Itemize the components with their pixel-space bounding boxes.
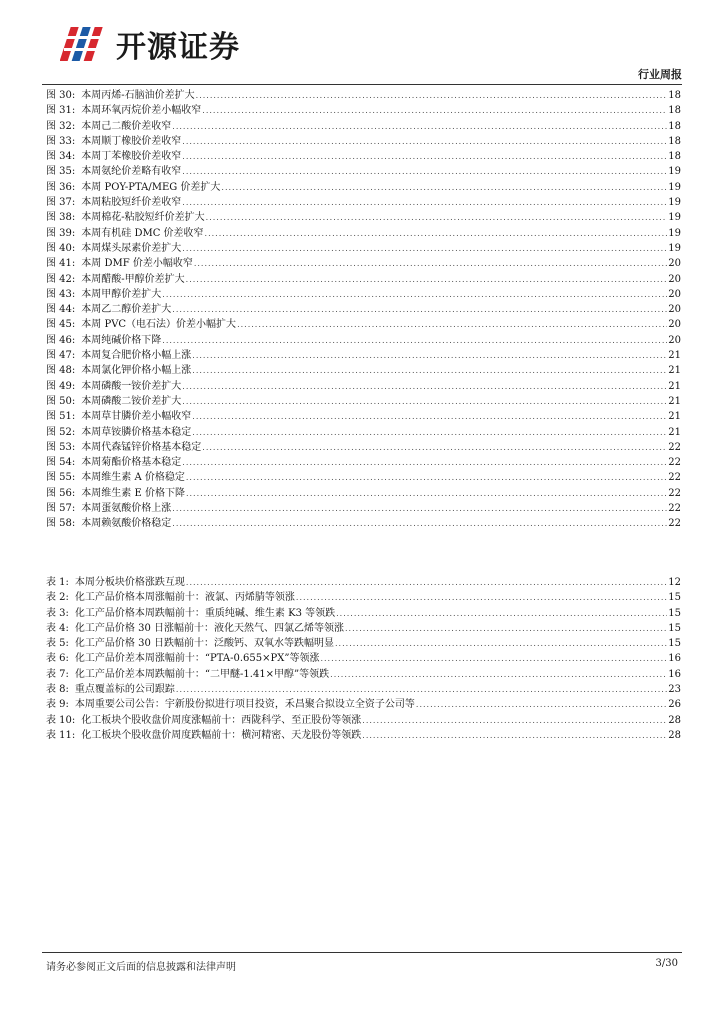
entry-label: 图 48: [46,365,76,377]
entry-label: 图 58: [46,518,76,530]
figure-index-entry[interactable] [46,333,681,348]
table-index-entry[interactable] [46,621,681,636]
dot-leader [330,667,667,682]
entry-title: 重点覆盖标的公司跟踪 [74,684,175,696]
figure-index-entry[interactable] [46,409,681,424]
dot-leader [362,728,667,743]
entry-label: 表 1: [46,577,69,588]
entry-title: 本周磷酸二铵价差扩大 [81,395,182,407]
disclaimer-text: 请务必参阅正文后面的信息披露和法律声明 [46,962,236,973]
figure-index-entry[interactable] [46,287,681,302]
entry-label: 图 53: [46,441,76,453]
entry-title: 本周分板块价格涨跌互现 [74,577,185,588]
figure-index-entry[interactable] [46,440,681,455]
entry-page: 19 [668,197,681,209]
figure-index-entry[interactable] [46,180,681,195]
figure-index-entry[interactable] [46,195,681,210]
entry-page: 22 [668,487,681,499]
entry-label: 图 37: [46,197,76,209]
entry-label: 图 30: [46,90,76,101]
figure-index-entry[interactable] [46,241,681,256]
dot-leader [202,440,667,455]
report-type-label: 行业周报 [638,68,682,81]
entry-page: 20 [668,258,681,270]
entry-title: 本周环氧丙烷价差小幅收窄 [81,105,202,117]
entry-label: 表 2: [46,592,69,604]
entry-title: 本周维生素 A 价格稳定 [81,472,185,484]
dot-leader [221,180,667,195]
entry-label: 图 57: [46,503,76,515]
table-index-entry[interactable] [46,682,681,697]
entry-title: 本周磷酸一铵价差扩大 [81,380,182,392]
figure-index-entry[interactable] [46,379,681,394]
entry-label: 图 52: [46,426,76,438]
entry-label: 图 55: [46,472,76,484]
entry-label: 图 44: [46,304,76,316]
figure-index-entry[interactable] [46,425,681,440]
table-index-entry[interactable] [46,590,681,605]
dot-leader [320,651,667,666]
entry-label: 表 10: [46,714,76,726]
entry-title: 本周氨纶价差略有收窄 [81,166,182,178]
entry-page: 19 [668,166,681,178]
figure-index-entry[interactable] [46,516,681,531]
dot-leader [186,470,667,485]
entry-label: 图 31: [46,105,76,117]
figure-index-entry[interactable] [46,103,681,118]
entry-title: 本周菊酯价格基本稳定 [81,457,182,469]
dot-leader [336,606,667,621]
entry-title: 本周己二酸价差收窄 [81,120,172,132]
entry-label: 图 32: [46,120,76,132]
entry-title: 本周煤头尿素价差扩大 [81,242,182,254]
dot-leader [182,379,667,394]
entry-label: 表 9: [46,699,69,711]
dot-leader [182,134,667,149]
dot-leader [192,363,667,378]
entry-page: 23 [668,684,681,696]
entry-page: 19 [668,242,681,254]
entry-label: 图 41: [46,258,76,270]
dot-leader [172,501,667,516]
entry-label: 图 33: [46,135,76,147]
entry-title: 化工产品价格本周跌幅前十：重质纯碱、维生素 K3 等领跌 [74,607,336,619]
dot-leader [202,103,667,118]
dot-leader [182,455,667,470]
entry-title: 本周草甘膦价差小幅收窄 [81,411,192,423]
entry-page: 18 [668,105,681,117]
figure-index-entry[interactable] [46,348,681,363]
entry-label: 表 4: [46,622,69,634]
entry-page: 21 [668,426,681,438]
figure-index-entry[interactable] [46,470,681,485]
brand-logo [60,22,280,66]
dot-leader [176,682,667,697]
figure-index-entry[interactable] [46,272,681,287]
dot-leader [296,590,667,605]
entry-label: 表 6: [46,653,69,665]
entry-title: 化工板块个股收盘价周度跌幅前十：横河精密、天龙股份等领跌 [81,729,362,741]
figure-index-entry[interactable] [46,363,681,378]
entry-title: 本周丁苯橡胶价差收窄 [81,151,182,163]
entry-page: 20 [668,304,681,316]
entry-title: 化工产品价差本周跌幅前十：“二甲醚-1.41×甲醇”等领跌 [74,668,330,680]
entry-label: 图 42: [46,273,76,285]
entry-page: 20 [668,334,681,346]
entry-label: 图 39: [46,227,76,239]
entry-page: 28 [668,714,681,726]
entry-title: 本周乙二醇价差扩大 [81,304,172,316]
entry-label: 图 51: [46,411,76,423]
table-index-entry[interactable] [46,697,681,712]
dot-leader [192,425,667,440]
entry-label: 图 47: [46,350,76,362]
entry-label: 表 8: [46,684,69,696]
entry-title: 本周丙烯-石脑油价差扩大 [81,90,195,101]
entry-label: 图 36: [46,181,76,193]
figure-index-entry[interactable] [46,119,681,134]
entry-title: 本周顺丁橡胶价差收窄 [81,135,182,147]
entry-label: 图 38: [46,212,76,224]
entry-title: 化工板块个股收盘价周度涨幅前十：西陇科学、至正股份等领涨 [81,714,362,726]
dot-leader [192,409,667,424]
dot-leader [192,348,667,363]
entry-title: 本周 POY-PTA/MEG 价差扩大 [81,181,221,193]
entry-page: 20 [668,273,681,285]
figure-index-entry[interactable] [46,210,681,225]
entry-title: 本周醋酸-甲醇价差扩大 [81,273,185,285]
dot-leader [182,195,667,210]
entry-page: 12 [668,577,681,588]
table-index-entry[interactable] [46,713,681,728]
dot-leader [194,256,667,271]
dot-leader [205,226,668,241]
page-number: 3/30 [655,958,678,969]
entry-title: 本周维生素 E 价格下降 [81,487,185,499]
entry-title: 化工产品价差本周涨幅前十：“PTA-0.655×PX”等领涨 [74,653,320,665]
entry-page: 18 [668,151,681,163]
entry-page: 18 [668,135,681,147]
entry-page: 28 [668,729,681,741]
table-index-entry[interactable] [46,636,681,651]
entry-page: 18 [668,90,681,101]
dot-leader [335,636,667,651]
dot-leader [172,516,667,531]
entry-title: 本周重要公司公告：宇新股份拟进行项目投资，禾昌聚合拟设立全资子公司等 [74,699,415,711]
entry-page: 26 [668,699,681,711]
dot-leader [237,317,667,332]
entry-title: 本周蛋氨酸价格上涨 [81,503,172,515]
table-index-entry[interactable] [46,575,681,590]
entry-label: 图 35: [46,166,76,178]
entry-page: 16 [668,668,681,680]
entry-label: 图 43: [46,288,76,300]
entry-page: 21 [668,365,681,377]
entry-label: 图 49: [46,380,76,392]
entry-title: 本周氯化钾价格小幅上涨 [81,365,192,377]
entry-title: 本周粘胶短纤价差收窄 [81,197,182,209]
dot-leader [182,241,667,256]
entry-page: 21 [668,380,681,392]
entry-page: 15 [668,638,681,650]
entry-title: 化工产品价格 30 日跌幅前十：泛酸钙、双氧水等跌幅明显 [74,638,335,650]
entry-label: 表 3: [46,607,69,619]
figure-index-entry[interactable] [46,134,681,149]
entry-page: 22 [668,472,681,484]
entry-page: 15 [668,592,681,604]
dot-leader [186,486,667,501]
figure-index-entry[interactable] [46,317,681,332]
dot-leader [416,697,667,712]
dot-leader [162,287,667,302]
figure-index-list [46,88,681,532]
entry-page: 15 [668,607,681,619]
entry-title: 本周草铵膦价格基本稳定 [81,426,192,438]
entry-label: 图 54: [46,457,76,469]
entry-label: 图 46: [46,334,76,346]
table-index-entry[interactable] [46,651,681,666]
entry-title: 本周纯碱价格下降 [81,334,162,346]
entry-page: 19 [668,227,681,239]
figure-index-entry[interactable] [46,486,681,501]
dot-leader [172,119,667,134]
figure-index-entry[interactable] [46,501,681,516]
brand-name: 开源证券 [116,30,240,65]
dot-leader [182,149,667,164]
dot-leader [172,302,667,317]
entry-label: 表 7: [46,668,69,680]
dot-leader [186,575,667,590]
entry-label: 图 34: [46,151,76,163]
entry-page: 19 [668,212,681,224]
dot-leader [182,394,667,409]
header-divider [42,84,682,85]
entry-page: 20 [668,288,681,300]
entry-title: 本周有机硅 DMC 价差收窄 [81,227,204,239]
entry-label: 表 5: [46,638,69,650]
footer-divider [42,952,682,953]
figure-index-entry[interactable] [46,256,681,271]
figure-index-entry[interactable] [46,394,681,409]
entry-title: 本周复合肥价格小幅上涨 [81,350,192,362]
dot-leader [182,164,667,179]
entry-page: 22 [668,441,681,453]
entry-title: 本周甲醇价差扩大 [81,288,162,300]
entry-label: 图 50: [46,395,76,407]
figure-index-entry[interactable] [46,455,681,470]
figure-index-entry[interactable] [46,302,681,317]
dot-leader [186,272,668,287]
dot-leader [345,621,667,636]
table-index-entry[interactable] [46,728,681,743]
entry-page: 18 [668,120,681,132]
entry-title: 本周棉花-粘胶短纤价差扩大 [81,212,205,224]
entry-title: 化工产品价格 30 日涨幅前十：液化天然气、四氯乙烯等领涨 [74,622,345,634]
figure-index-entry[interactable] [46,88,681,103]
entry-page: 22 [668,518,681,530]
entry-label: 表 11: [46,729,76,741]
entry-title: 本周 DMF 价差小幅收窄 [81,258,193,270]
entry-page: 21 [668,395,681,407]
entry-label: 图 45: [46,319,76,331]
dot-leader [162,333,667,348]
entry-page: 19 [668,181,681,193]
entry-page: 20 [668,319,681,331]
entry-title: 本周代森锰锌价格基本稳定 [81,441,202,453]
entry-page: 21 [668,411,681,423]
entry-page: 21 [668,350,681,362]
entry-page: 15 [668,622,681,634]
brand-mark-icon [60,23,110,65]
entry-title: 本周 PVC（电石法）价差小幅扩大 [81,319,237,331]
dot-leader [196,88,668,103]
table-index-entry[interactable] [46,667,681,682]
figure-index-entry[interactable] [46,149,681,164]
entry-title: 本周赖氨酸价格稳定 [81,518,172,530]
table-index-entry[interactable] [46,606,681,621]
entry-label: 图 40: [46,242,76,254]
figure-index-entry[interactable] [46,164,681,179]
entry-page: 22 [668,457,681,469]
entry-page: 16 [668,653,681,665]
table-index-list [46,575,681,743]
dot-leader [206,210,668,225]
entry-page: 22 [668,503,681,515]
entry-label: 图 56: [46,487,76,499]
figure-index-entry[interactable] [46,226,681,241]
entry-title: 化工产品价格本周涨幅前十：液氯、丙烯腈等领涨 [74,592,295,604]
dot-leader [362,713,667,728]
